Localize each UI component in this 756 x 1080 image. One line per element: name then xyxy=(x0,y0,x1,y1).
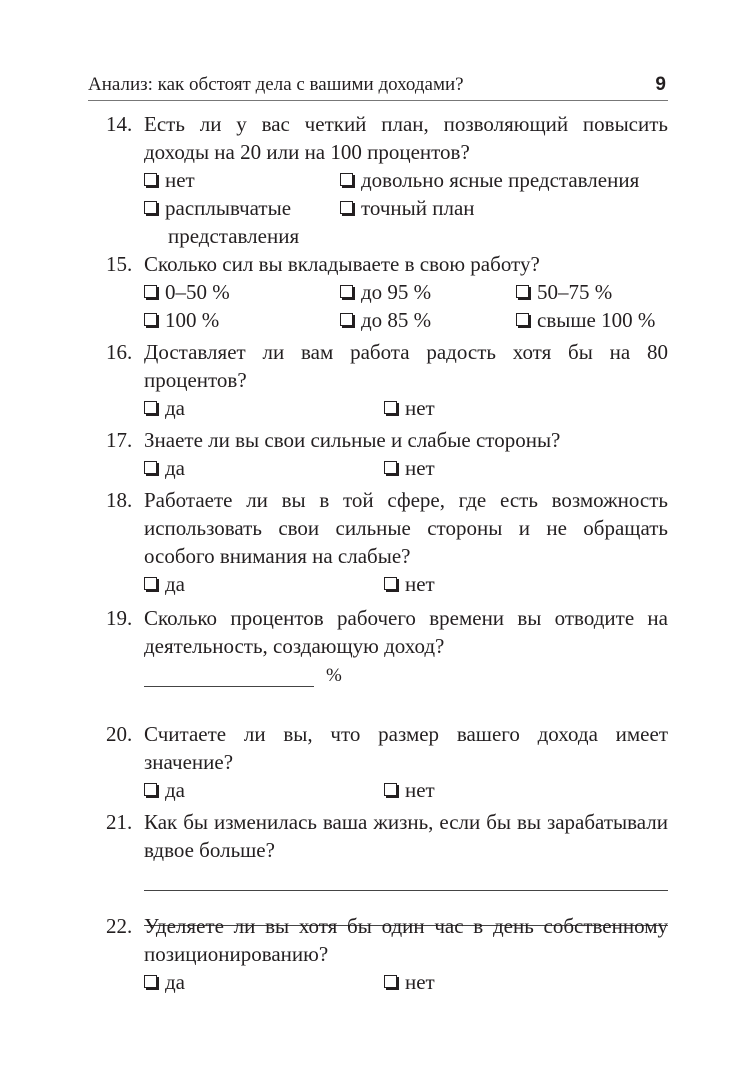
option[interactable] xyxy=(340,166,639,194)
question-number: 14. xyxy=(106,112,133,136)
question-17 xyxy=(106,426,668,482)
option-no[interactable] xyxy=(384,776,435,804)
question-text: Уделяете ли вы хотя бы один час в день собственному позиционированию? xyxy=(144,914,668,966)
option-label: 50–75 % xyxy=(537,280,613,304)
option-label: до 95 % xyxy=(361,280,432,304)
percent-input-line[interactable] xyxy=(144,666,314,687)
question-22 xyxy=(106,912,668,996)
option-no[interactable] xyxy=(384,394,435,422)
checkbox-icon[interactable] xyxy=(384,975,397,988)
options xyxy=(144,394,668,422)
option[interactable] xyxy=(144,194,291,222)
option-label: да xyxy=(165,778,186,802)
question-text: Доставляет ли вам работа радость хотя бы на 80 процентов? xyxy=(144,340,668,392)
options xyxy=(144,222,668,250)
option-label: нет xyxy=(405,970,435,994)
option-no[interactable] xyxy=(384,570,435,598)
options xyxy=(144,278,668,306)
option-yes[interactable] xyxy=(144,570,185,598)
checkbox-icon[interactable] xyxy=(144,173,157,186)
option-label: нет xyxy=(405,572,435,596)
option[interactable] xyxy=(144,278,230,306)
option-label: да xyxy=(165,396,186,420)
option-label: 100 % xyxy=(165,308,220,332)
options xyxy=(144,570,668,598)
option-label: нет xyxy=(405,778,435,802)
option-no[interactable] xyxy=(384,454,435,482)
option-label: 0–50 % xyxy=(165,280,230,304)
checkbox-icon[interactable] xyxy=(384,577,397,590)
checkbox-icon[interactable] xyxy=(144,461,157,474)
question-number: 21. xyxy=(106,810,133,834)
option-yes[interactable] xyxy=(144,394,185,422)
option-label: да xyxy=(165,970,186,994)
question-14 xyxy=(106,110,668,250)
question-15 xyxy=(106,250,668,334)
checkbox-icon[interactable] xyxy=(340,201,353,214)
question-text: Есть ли у вас четкий план, позволяющий повысить доходы на 20 или на 100 процентов? xyxy=(144,112,668,164)
option[interactable] xyxy=(340,278,431,306)
answer-row xyxy=(144,660,668,688)
question-21 xyxy=(106,808,668,926)
percent-sign: % xyxy=(326,665,342,686)
option[interactable] xyxy=(516,278,612,306)
option-yes[interactable] xyxy=(144,776,185,804)
option-label: расплывчатые xyxy=(165,196,292,220)
options xyxy=(144,166,668,194)
question-number: 20. xyxy=(106,722,133,746)
options xyxy=(144,776,668,804)
checkbox-icon[interactable] xyxy=(384,783,397,796)
checkbox-icon[interactable] xyxy=(516,285,529,298)
checkbox-icon[interactable] xyxy=(384,461,397,474)
question-number: 15. xyxy=(106,252,133,276)
option-label: довольно ясные представления xyxy=(361,168,640,192)
question-text: Считаете ли вы, что размер вашего дохода имеет значение? xyxy=(144,722,668,774)
option-label: нет xyxy=(405,396,435,420)
question-number: 18. xyxy=(106,488,133,512)
question-18 xyxy=(106,486,668,598)
checkbox-icon[interactable] xyxy=(144,577,157,590)
options xyxy=(144,968,668,996)
question-text: Работаете ли вы в той сфере, где есть возможность использовать свои сильные стороны и не обращать особого внимания на слабые? xyxy=(144,488,668,568)
checkbox-icon[interactable] xyxy=(144,285,157,298)
checkbox-icon[interactable] xyxy=(144,313,157,326)
checkbox-icon[interactable] xyxy=(516,313,529,326)
option-no[interactable] xyxy=(384,968,435,996)
checkbox-icon[interactable] xyxy=(340,313,353,326)
checkbox-icon[interactable] xyxy=(144,783,157,796)
answer-line[interactable] xyxy=(144,864,668,891)
option-label: точный план xyxy=(361,196,475,220)
checkbox-icon[interactable] xyxy=(144,401,157,414)
page-number: 9 xyxy=(655,74,666,95)
question-number: 19. xyxy=(106,606,133,630)
option[interactable] xyxy=(516,306,655,334)
question-20 xyxy=(106,720,668,804)
question-number: 17. xyxy=(106,428,133,452)
chapter-title: Анализ: как обстоят дела с вашими доходами? xyxy=(88,74,464,95)
checkbox-icon[interactable] xyxy=(340,173,353,186)
option-label: свыше 100 % xyxy=(537,308,656,332)
options xyxy=(144,454,668,482)
option-label: да xyxy=(165,572,186,596)
option[interactable] xyxy=(340,306,431,334)
question-number: 16. xyxy=(106,340,133,364)
question-text: Сколько сил вы вкладываете в свою работу? xyxy=(144,252,540,276)
question-text: Как бы изменилась ваша жизнь, если бы вы зарабатывали вдвое больше? xyxy=(144,810,668,862)
option[interactable] xyxy=(144,306,219,334)
option-yes[interactable] xyxy=(144,968,185,996)
option[interactable] xyxy=(144,166,195,194)
option-label: до 85 % xyxy=(361,308,432,332)
running-header xyxy=(88,74,668,101)
question-text: Сколько процентов рабочего времени вы отводите на деятельность, создающую доход? xyxy=(144,606,668,658)
options xyxy=(144,306,668,334)
option-yes[interactable] xyxy=(144,454,185,482)
checkbox-icon[interactable] xyxy=(340,285,353,298)
question-16 xyxy=(106,338,668,422)
question-text: Знаете ли вы свои сильные и слабые стороны? xyxy=(144,428,561,452)
options xyxy=(144,194,668,222)
option-label-cont: представления xyxy=(168,224,300,248)
checkbox-icon[interactable] xyxy=(144,975,157,988)
checkbox-icon[interactable] xyxy=(384,401,397,414)
option-label: нет xyxy=(165,168,195,192)
question-number: 22. xyxy=(106,914,133,938)
option-label: нет xyxy=(405,456,435,480)
question-19 xyxy=(106,604,668,688)
option-label: да xyxy=(165,456,186,480)
checkbox-icon[interactable] xyxy=(144,201,157,214)
option[interactable] xyxy=(340,194,475,222)
